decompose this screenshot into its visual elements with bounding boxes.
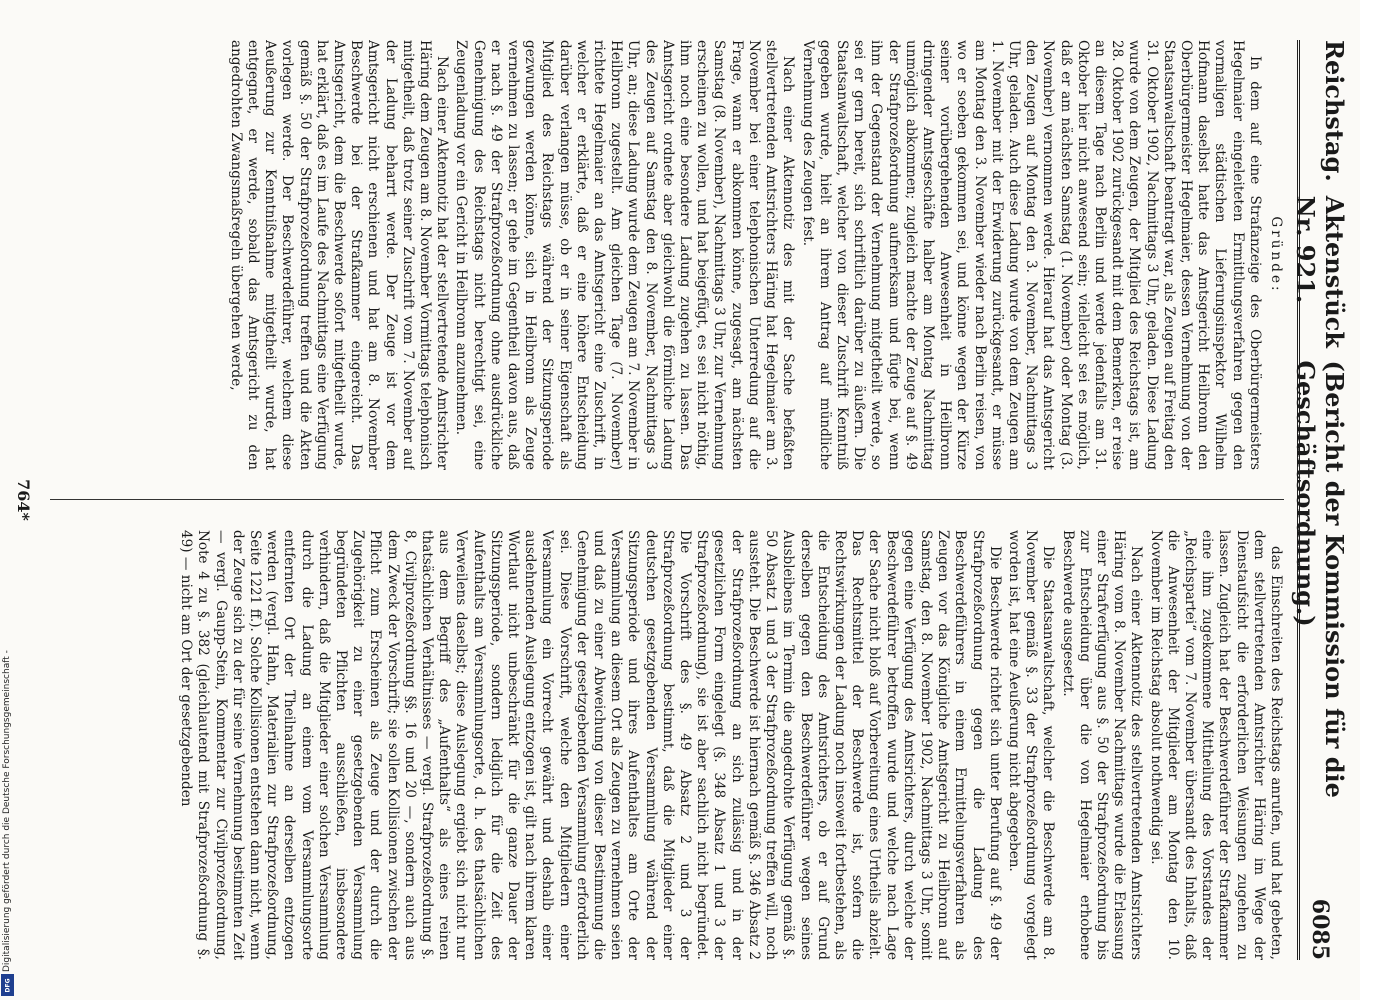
dfg-logo-text: DFG [4, 977, 12, 993]
paragraph: In dem auf eine Strafanzeige des Oberbürgermeisters Hegelmaier eingeleiteten Ermittlungsverfahren gegen den vormaligen städtischen Lieferungsinspektor Wilhelm Hofmann daselbst hatte das Amtsgericht Heilbronn den Oberbürgermeister Hegelmaier, dessen Vernehmung von der Staatsanwaltschaft beantragt war, als Zeugen auf Freitag den 31. Oktober 1902, Nachmittags 3 Uhr, geladen. Diese Ladung wurde von dem Zeugen, der Mitglied des Reichstags ist, am 28. Oktober 1902 zurückgesandt mit dem Bemerken, er reise an diesem Tage nach Berlin und werde jedenfalls am 31. Oktober hier nicht anwesend sein; vielleicht sei es möglich, daß er am nächsten Samstag (1. November) oder Montag (3. November) vernommen werde. Hierauf hat das Amtsgericht den Zeugen auf Montag den 3. November, Nachmittags 3 Uhr, geladen. Auch diese Ladung wurde von dem Zeugen am 1. November mit der Erwiderung zurückgesandt, er müsse am Montag den 3. November wieder nach Berlin reisen, von wo er soeben gekommen sei, und könne wegen der Kürze seiner vorübergehenden Anwesenheit in Heilbronn dringender Amtsgeschäfte halber am Montag Nachmittag unmöglich abkommen; zugleich machte der Zeuge auf §. 49 der Strafprozeßordnung aufmerksam und fügte bei, wenn ihm der Gegenstand der Vernehmung mitgetheilt werde, so sei er gern bereit, sich schriftlich darüber zu äußern. Die Staatsanwaltschaft, welcher von dieser Zuschrift Kenntniß gegeben wurde, hielt an ihrem Antrag auf mündliche Vernehmung des Zeugen fest. [799, 40, 1263, 470]
dfg-logo-icon [1, 974, 14, 996]
credit-text: Digitalisierung gefördert durch die Deutsche Forschungsgemeinschaft - [2, 650, 12, 972]
header-reichstag: Reichstag. [1320, 40, 1349, 182]
page-header [1291, 40, 1349, 960]
section-heading: Gründe: [1268, 216, 1284, 294]
header-title: (Bericht der Kommission für die Geschäftsordnung.) [1291, 360, 1349, 798]
right-column [50, 530, 1284, 960]
sheet-signature: 764* [14, 479, 33, 521]
page-number: 6085 [1307, 898, 1333, 960]
paragraph: Nach einer Aktennotiz hat der stellvertretende Amtsrichter Häring dem Zeugen am 8. November Vormittags telephonisch mitgetheilt, daß trotz seiner Zuschrift vom 7. November auf der Ladung beharrt werde. Der Zeuge ist vor dem Amtsgericht nicht erschienen und hat am 8. November Beschwerde bei der Strafkammer eingereicht. Das Amtsgericht, dem die Beschwerde sofort mitgetheilt wurde, hat erklärt, daß es im Laufe des Nachmittags eine Verfügung gemäß §. 50 der Strafprozeßordnung treffen und die Akten vorlegen werde. Der Beschwerdeführer, welchem diese Aeußerung zur Kenntnißnahme mitgetheilt wurde, hat entgegnet, er werde, sobald das Amtsgericht zu den angedrohten Zwangsmaßregeln übergehen werde, [227, 40, 451, 470]
header-aktenstueck: Aktenstück Nr. 921. [1291, 195, 1349, 349]
paragraph: Nach einer Aktennotiz des stellvertretenden Amtsrichters Häring vom 8. November Nachmittags wurde die Erlassung einer Strafverfügung aus §. 50 der Strafprozeßordnung bis zur Entscheidung über die von Hegelmaier erhobene Beschwerde ausgesetzt. [1059, 530, 1145, 960]
paragraph: Die Staatsanwaltschaft, welcher die Beschwerde am 8. November gemäß §. 33 der Strafprozeßordnung vorgelegt worden ist, hat eine Aeußerung nicht abgegeben. [1005, 530, 1057, 960]
left-column [50, 40, 1284, 470]
column-divider [50, 499, 1284, 500]
paragraph: Nach einer Aktennotiz des mit der Sache befaßten stellvertretenden Amtsrichters Häring hat Hegelmaier am 3. November bei einer telephonischen Unterredung auf die Frage, wann er abkommen könne, zugesagt, am nächsten Samstag (8. November), Nachmittags 3 Uhr, zur Vernehmung erscheinen zu wollen, und hat beigefügt, es sei nicht nöthig, ihm noch eine besondere Ladung zugehen zu lassen. Das Amtsgericht ordnete aber gleichwohl die förmliche Ladung des Zeugen auf Samstag den 8. November, Nachmittags 3 Uhr, an; diese Ladung wurde dem Zeugen am 7. November in Heilbronn zugestellt. Am gleichen Tage (7. November) richtete Hegelmaier an das Amtsgericht eine Zuschrift, in welcher er erklärte, daß er eine höhere Entscheidung darüber verlangen müsse, ob er in seiner Eigenschaft als Mitglied des Reichstags während der Sitzungsperiode gezwungen werden könne, sich in Heilbronn als Zeuge vernehmen zu lassen; er gehe im Gegentheil davon aus, daß er nach §. 49 der Strafprozeßordnung ohne ausdrückliche Genehmigung des Reichstags nicht berechtigt sei, eine Zeugenladung vor ein Gericht in Heilbronn anzunehmen. [453, 40, 797, 470]
paragraph: das Einschreiten des Reichstags anrufen, und hat gebeten, dem stellvertretenden Amtsrichter Häring im Wege der Dienstaufsicht die erforderlichen Weisungen zugehen zu lassen. Zugleich hat der Beschwerdeführer der Strafkammer eine ihm zugekommene Mittheilung des Vorstandes der „Reichspartei“ vom 7. November übersandt des Inhalts, daß die Anwesenheit der Mitglieder am Montag den 10. November im Reichstag absolut nothwendig sei. [1147, 530, 1284, 960]
digitization-credit [0, 0, 16, 1000]
paragraph: Die Beschwerde richtet sich unter Berufung auf §. 49 der Strafprozeßordnung gegen die Ladung des Beschwerdeführers in einem Ermittelungsverfahren als Zeugen vor das Königliche Amtsgericht zu Heilbronn auf Samstag, den 8. November 1902, Nachmittags 3 Uhr, somit gegen eine Verfügung des Amtsrichters, durch welche der Beschwerdeführer betroffen wurde und welche nach Lage der Sache nicht bloß auf Vorbereitung eines Urtheils abzielt. Das Rechtsmittel der Beschwerde ist, sofern die Rechtswirkungen der Ladung noch insoweit fortbestehen, als die Entscheidung des Amtsrichters, ob er auf Grund derselben gegen den Beschwerdeführer wegen seines Ausbleibens im Termin die angedrohte Verfügung gemäß §. 50 Absatz 1 und 3 der Strafprozeßordnung treffen will, noch aussteht. Die Beschwerde ist hiernach gemäß §. 346 Absatz 2 der Strafprozeßordnung an sich zulässig und in der gesetzlichen Form eingelegt (§. 348 Absatz 1 und 3 der Strafprozeßordnung), sie ist aber sachlich nicht begründet. Die Vorschrift des §. 49 Absatz 2 und 3 der Strafprozeßordnung bestimmt, daß die Mitglieder einer deutschen gesetzgebenden Versammlung während der Sitzungsperiode und ihres Aufenthaltes am Orte der Versammlung an diesem Ort als Zeugen zu vernehmen seien und daß zu einer Abweichung von dieser Bestimmung die Genehmigung der gesetzgebenden Versammlung erforderlich sei. Diese Vorschrift, welche den Mitgliedern einer Versammlung ein Vorrecht gewährt und deshalb einer ausdehnenden Auslegung entzogen ist, gilt nach ihrem klaren Wortlaut nicht unbeschränkt für die ganze Dauer der Sitzungsperiode, sondern lediglich für die Zeit des Aufenthalts am Versammlungsorte, d. h. des thatsächlichen Verweilens daselbst; diese Auslegung ergiebt sich nicht nur aus dem Begriff des „Aufenthalts“ als eines reinen thatsächlichen Verhältnisses — vergl. Strafprozeßordnung §. 8, Civilprozeßordnung §§. 16 und 20 —, sondern auch aus dem Zweck der Vorschrift; sie sollen Kollisionen zwischen der Pflicht zum Erscheinen als Zeuge und der durch die Zugehörigkeit zu einer gesetzgebenden Versammlung begründeten Pflichten ausschließen, insbesondere verhindern, daß die Mitglieder einer solchen Versammlung durch die Ladung an einem vom Versammlungsorte entfernten Ort der Theilnahme an derselben entzogen werden (vergl. Hahn, Materialien zur Strafprozeßordnung, Seite 1221 ff.). Solche Kollisionen entstehen dann nicht, wenn der Zeuge sich zu der für seine Vernehmung bestimmten Zeit — vergl. Gaupp-Stein, Kommentar zur Civilprozeßordnung, Note 4 zu §. 382 (gleichlautend mit Strafprozeßordnung §. 49) — nicht am Ort der gesetzgebenden [178, 530, 1003, 960]
